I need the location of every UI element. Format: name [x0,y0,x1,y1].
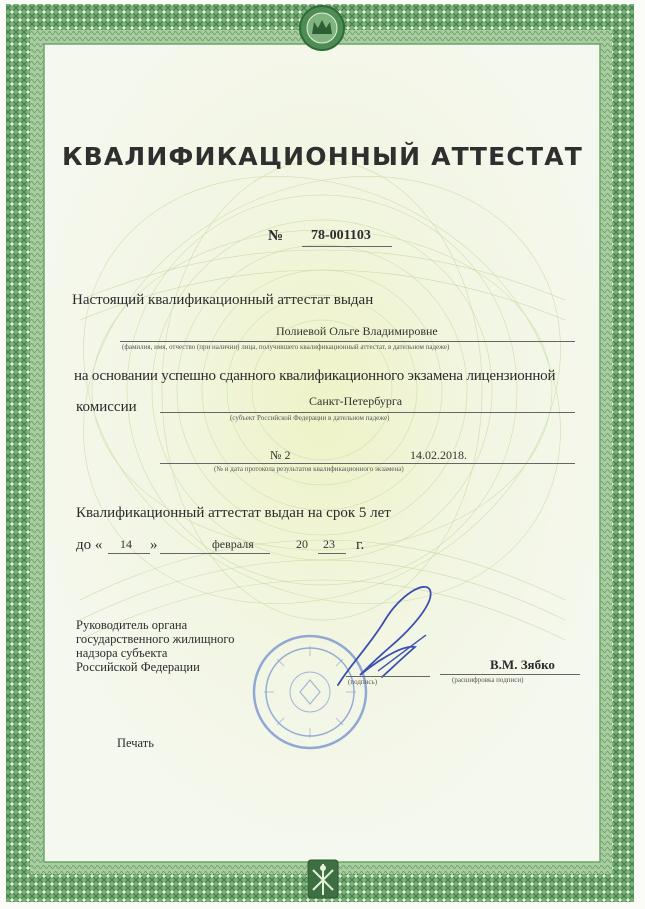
until-label: до « [76,537,103,553]
certificate-number-label: № [268,228,284,244]
signature-note: (подпись) [348,678,378,686]
number-underline [302,246,392,247]
until-day-underline [108,553,150,554]
signature-underline [346,676,430,677]
protocol-underline [160,463,575,464]
until-month: февраля [212,537,254,551]
term-line: Квалификационный аттестат выдан на срок 5 лет [76,505,391,521]
seal-label: Печать [117,736,154,750]
until-month-underline [160,553,270,554]
recipient-note: (фамилия, имя, отчество (при наличии) лица, получившего квалификационный аттестат, в дательном падеже) [122,343,450,351]
handwritten-signature [330,575,440,695]
protocol-date: 14.02.2018. [410,448,467,462]
official-line-4: Российской Федерации [76,660,200,674]
official-line-3: надзора субъекта [76,646,168,660]
protocol-note: (№ и дата протокола результатов квалификационного экзамена) [214,465,404,473]
until-year-prefix: 20 [296,537,308,551]
issued-line: Настоящий квалификационный аттестат выдан [72,292,374,308]
signer-note: (расшифровка подписи) [452,676,524,684]
certificate-title: КВАЛИФИКАЦИОННЫЙ АТТЕСТАТ [61,142,584,171]
subject-note: (субъект Российской Федерации в дательном падеже) [230,414,390,422]
signer-name: В.М. Зябко [490,657,555,672]
until-quote-close: » [150,537,158,553]
subject-name: Санкт-Петербурга [309,394,403,408]
until-year-underline [318,553,346,554]
protocol-number: № 2 [270,448,291,462]
basis-line: на основании успешно сданного квалификационного экзамена лицензионной [74,368,556,384]
certificate-number: 78-001103 [311,228,371,243]
recipient-underline [120,341,575,342]
commission-label: комиссии [76,399,137,415]
spb-coat-of-arms-icon [308,860,338,898]
subject-underline [160,412,575,413]
official-line-1: Руководитель органа [76,618,188,632]
until-year-label: г. [356,537,365,553]
until-year-suffix: 23 [323,537,335,551]
until-day: 14 [120,537,132,551]
recipient-name: Полиевой Ольге Владимировне [276,324,438,338]
crown-emblem-icon [300,6,344,50]
official-line-2: государственного жилищного [76,632,235,646]
signer-underline [440,674,580,675]
